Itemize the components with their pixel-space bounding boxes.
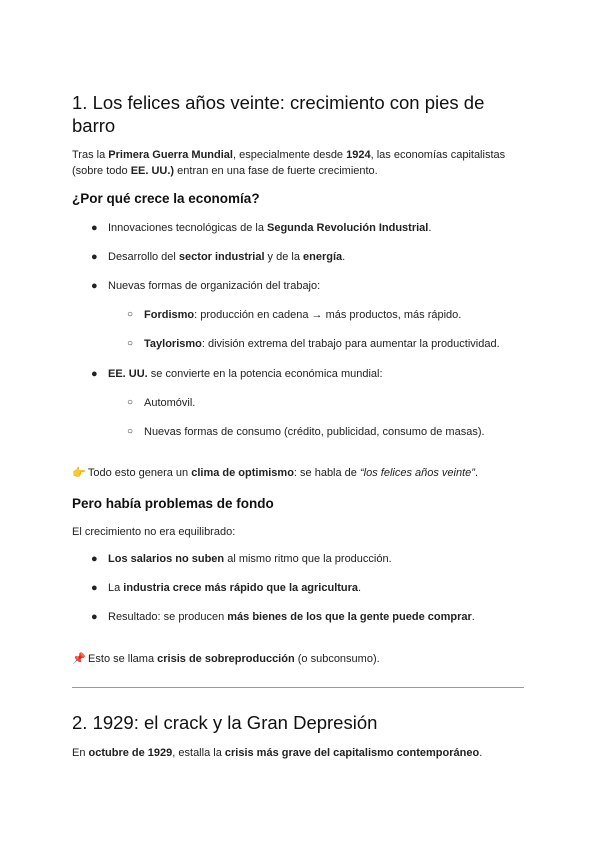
bullet-disc-icon: ●	[91, 611, 98, 623]
section-2-title: 2. 1929: el crack y la Gran Depresión	[72, 712, 378, 733]
bullet-disc-icon: ●	[91, 280, 98, 292]
bullet-disc-icon: ●	[91, 582, 98, 594]
subheading-problems: Pero había problemas de fondo	[72, 496, 274, 511]
subheading-why-growth: ¿Por qué crece la economía?	[72, 191, 260, 206]
bullet-disc-icon: ●	[91, 368, 98, 380]
bullet-disc-icon: ●	[91, 553, 98, 565]
sub-list-item: ○ Automóvil.	[127, 397, 196, 409]
bullet-disc-icon: ●	[91, 222, 98, 234]
bullet-circle-icon: ○	[127, 397, 134, 408]
bullet-circle-icon: ○	[127, 426, 134, 437]
problems-intro: El crecimiento no era equilibrado:	[72, 526, 236, 538]
list-item: ● Resultado: se producen más bienes de los que la gente puede comprar.	[91, 611, 475, 623]
bullet-circle-icon: ○	[127, 309, 134, 320]
list-item: ● Desarrollo del sector industrial y de la energía.	[91, 251, 346, 263]
section-divider	[72, 687, 524, 688]
list-item: ● EE. UU. se convierte en la potencia económica mundial:	[91, 368, 383, 380]
sub-list-item: ○ Taylorismo: división extrema del trabajo para aumentar la productividad.	[127, 338, 500, 350]
list-item: ● Los salarios no suben al mismo ritmo que la producción.	[91, 553, 392, 565]
section-2-intro: En octubre de 1929, estalla la crisis más grave del capitalismo contemporáneo.	[72, 747, 483, 759]
note-paragraph: 📌 Esto se llama crisis de sobreproducción (o subconsumo).	[72, 653, 380, 665]
bullet-circle-icon: ○	[127, 338, 134, 349]
conclusion-paragraph: 👉 Todo esto genera un clima de optimismo: se habla de “los felices años veinte”.	[72, 467, 478, 479]
sub-list-item: ○ Nuevas formas de consumo (crédito, publicidad, consumo de masas).	[127, 426, 485, 438]
bullet-disc-icon: ●	[91, 251, 98, 263]
section-1-title: 1. Los felices años veinte: crecimiento con pies de barro	[72, 92, 485, 136]
list-item: ● La industria crece más rápido que la agricultura.	[91, 582, 362, 594]
section-1-intro: Tras la Primera Guerra Mundial, especialmente desde 1924, las economías capitalistas (sobre todo EE. UU.) entran en una fase de fuerte crecimiento.	[72, 149, 506, 177]
list-item: ● Nuevas formas de organización del trabajo:	[91, 280, 321, 292]
sub-list-item: ○ Fordismo: producción en cadena → más productos, más rápido.	[127, 309, 462, 321]
pushpin-icon: 📌	[72, 653, 86, 665]
pointing-hand-icon: 👉	[72, 467, 86, 479]
list-item: ● Innovaciones tecnológicas de la Segunda Revolución Industrial.	[91, 222, 432, 234]
